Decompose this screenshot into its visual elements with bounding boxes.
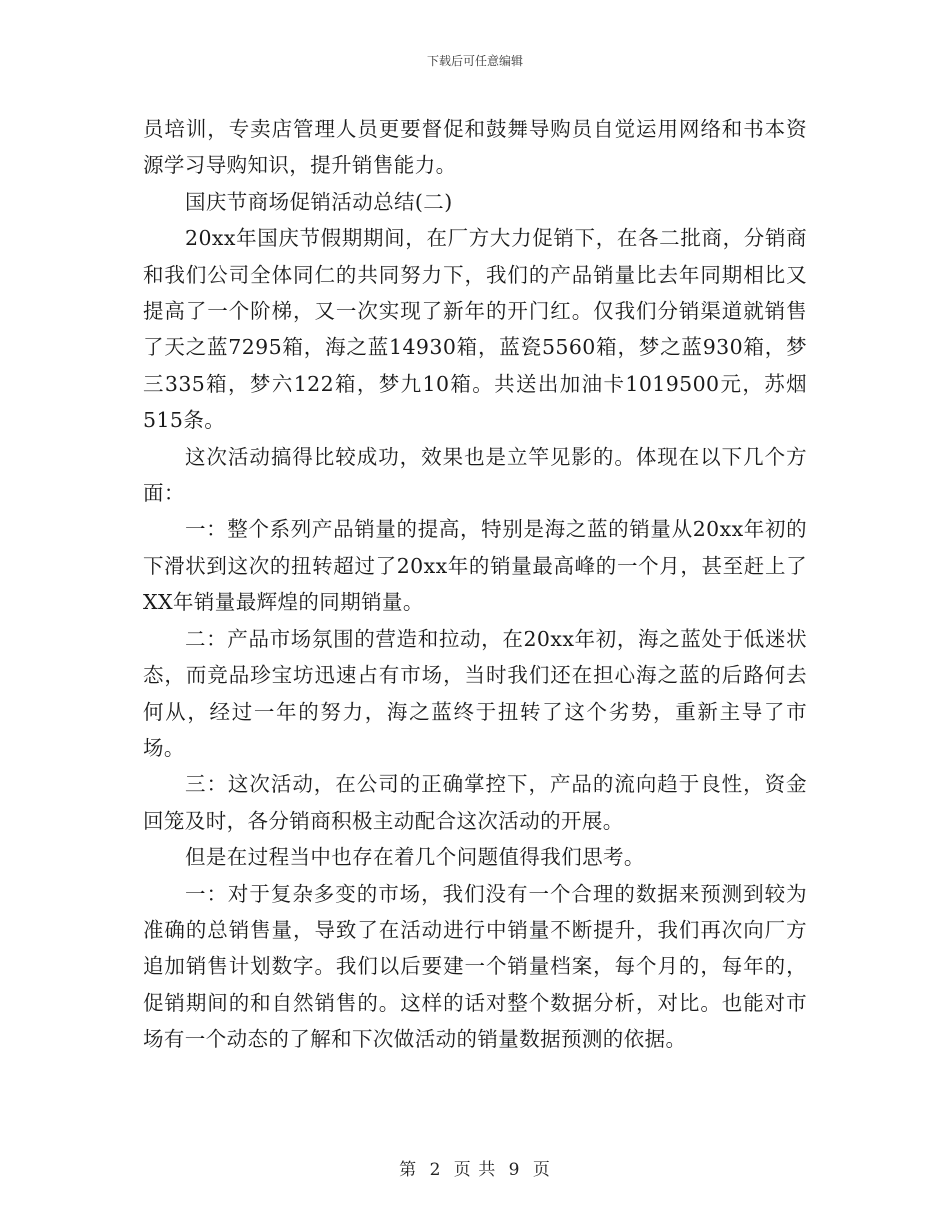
paragraph: 员培训，专卖店管理人员更要督促和鼓舞导购员自觉运用网络和书本资源学习导购知识，提升销售能力。 <box>143 117 807 178</box>
paragraph: 这次活动搞得比较成功，效果也是立竿见影的。体现在以下几个方面： <box>143 444 807 506</box>
document-body <box>143 111 807 1058</box>
total-pages-number: 9 <box>508 1160 521 1180</box>
current-page-number: 2 <box>429 1160 442 1180</box>
paragraph: 一：对于复杂多变的市场，我们没有一个合理的数据来预测到较为准确的总销售量，导致了在活动进行中销量不断提升，我们再次向厂方追加销售计划数字。我们以后要建一个销量档案，每个月的，每年的，促销期间的和自然销售的。这样的话对整个数据分析，对比。也能对市场有一个动态的了解和下次做活动的销量数据预测的依据。 <box>143 881 807 1052</box>
paragraph: 一：整个系列产品销量的提高，特别是海之蓝的销量从20xx年初的下滑状到这次的扭转超过了20xx年的销量最高峰的一个月，甚至赶上了XX年销量最辉煌的同期销量。 <box>143 517 807 615</box>
paragraph: 20xx年国庆节假期期间，在厂方大力促销下，在各二批商，分销商和我们公司全体同仁的共同努力下，我们的产品销量比去年同期相比又提高了一个阶梯，又一次实现了新年的开门红。仅我们分销渠道就销售了天之蓝7295箱，海之蓝14930箱，蓝瓷5560箱，梦之蓝930箱，梦三335箱，梦六122箱，梦九10箱。共送出加油卡1019500元，苏烟515条。 <box>143 226 807 433</box>
paragraph: 二：产品市场氛围的营造和拉动，在20xx年初，海之蓝处于低迷状态，而竞品珍宝坊迅速占有市场，当时我们还在担心海之蓝的后路何去何从，经过一年的努力，海之蓝终于扭转了这个劣势，重新主导了市场。 <box>143 626 807 760</box>
footer-middle: 页 共 <box>453 1160 497 1180</box>
paragraph: 但是在过程当中也存在着几个问题值得我们思考。 <box>185 845 645 870</box>
footer-suffix: 页 <box>532 1160 551 1180</box>
section-title: 国庆节商场促销活动总结(二) <box>185 189 453 214</box>
footer-prefix: 第 <box>399 1160 418 1180</box>
page-header: 下载后可任意编辑 <box>426 54 523 68</box>
paragraph: 三：这次活动，在公司的正确掌控下，产品的流向趋于良性，资金回笼及时，各分销商积极主动配合这次活动的开展。 <box>143 772 807 833</box>
page-footer <box>0 1155 950 1180</box>
